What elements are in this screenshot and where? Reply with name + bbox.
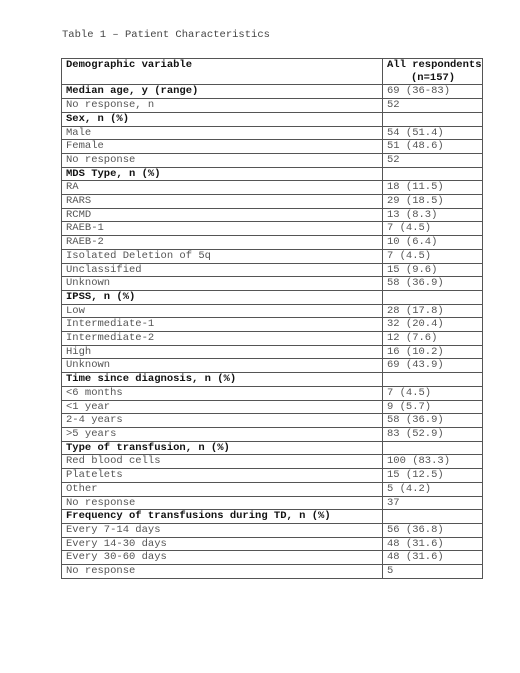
table-row [62,153,483,167]
table-section-row [62,290,483,304]
row-value: 12 (7.6) [383,332,483,346]
table-row [62,195,483,209]
table-section-row [62,85,483,99]
row-label: No response [62,153,383,167]
row-value: 15 (12.5) [383,469,483,483]
table-section-row [62,510,483,524]
table-section-row [62,167,483,181]
row-value [383,290,483,304]
table-row [62,482,483,496]
row-value: 56 (36.8) [383,523,483,537]
table-row [62,386,483,400]
table-row [62,469,483,483]
row-value: 37 [383,496,483,510]
table-caption: Table 1 – Patient Characteristics [62,29,270,41]
row-value: 52 [383,153,483,167]
row-value: 7 (4.5) [383,249,483,263]
row-label: High [62,345,383,359]
table-row [62,565,483,579]
row-label: Female [62,140,383,154]
table-row [62,345,483,359]
section-label: Type of transfusion, n (%) [62,441,383,455]
row-value: 5 [383,565,483,579]
row-value: 54 (51.4) [383,126,483,140]
row-label: Platelets [62,469,383,483]
row-value: 10 (6.4) [383,236,483,250]
row-value: 15 (9.6) [383,263,483,277]
row-label: Unclassified [62,263,383,277]
row-label: Unknown [62,359,383,373]
table-row [62,277,483,291]
section-label: Sex, n (%) [62,112,383,126]
table-row [62,414,483,428]
table-row [62,537,483,551]
row-label: RARS [62,195,383,209]
table-row [62,222,483,236]
section-label: Frequency of transfusions during TD, n (%) [62,510,383,524]
row-value: 100 (83.3) [383,455,483,469]
row-value: 5 (4.2) [383,482,483,496]
header-demographic-variable: Demographic variable [62,59,383,85]
table-row [62,263,483,277]
row-value: 48 (31.6) [383,537,483,551]
table-section-row [62,373,483,387]
header-respondents-n: (n=157) [411,71,456,84]
table-header-row [62,59,483,85]
table-row [62,359,483,373]
table-row [62,496,483,510]
table-row [62,249,483,263]
row-value: 18 (11.5) [383,181,483,195]
row-value: 83 (52.9) [383,427,483,441]
row-value [383,373,483,387]
table-row [62,236,483,250]
row-value [383,441,483,455]
row-label: Isolated Deletion of 5q [62,249,383,263]
row-value: 28 (17.8) [383,304,483,318]
table-row [62,427,483,441]
table-body [62,85,483,578]
section-label: MDS Type, n (%) [62,167,383,181]
row-label: RAEB-1 [62,222,383,236]
section-label: IPSS, n (%) [62,290,383,304]
row-value: 32 (20.4) [383,318,483,332]
row-label: RA [62,181,383,195]
row-value: 58 (36.9) [383,414,483,428]
table-row [62,523,483,537]
row-label: No response [62,496,383,510]
row-label: No response [62,565,383,579]
row-label: Male [62,126,383,140]
table-row [62,455,483,469]
row-label: Intermediate-2 [62,332,383,346]
row-label: Every 7-14 days [62,523,383,537]
row-value: 16 (10.2) [383,345,483,359]
row-label: No response, n [62,99,383,113]
row-label: Intermediate-1 [62,318,383,332]
row-value: 69 (43.9) [383,359,483,373]
table-row [62,318,483,332]
row-label: Red blood cells [62,455,383,469]
row-value: 48 (31.6) [383,551,483,565]
table-row [62,304,483,318]
section-label: Time since diagnosis, n (%) [62,373,383,387]
row-value: 51 (48.6) [383,140,483,154]
table-section-row [62,441,483,455]
section-label: Median age, y (range) [62,85,383,99]
row-value: 7 (4.5) [383,386,483,400]
row-value: 69 (36-83) [383,85,483,99]
table-section-row [62,112,483,126]
table-row [62,332,483,346]
row-label: Unknown [62,277,383,291]
row-label: 2-4 years [62,414,383,428]
row-label: RCMD [62,208,383,222]
table-row [62,126,483,140]
row-value [383,167,483,181]
row-value [383,510,483,524]
row-label: >5 years [62,427,383,441]
patient-characteristics-table [61,58,483,579]
row-label: Every 30-60 days [62,551,383,565]
row-value: 13 (8.3) [383,208,483,222]
row-value: 52 [383,99,483,113]
row-label: Low [62,304,383,318]
row-value: 58 (36.9) [383,277,483,291]
row-label: <1 year [62,400,383,414]
row-value [383,112,483,126]
row-value: 29 (18.5) [383,195,483,209]
row-value: 9 (5.7) [383,400,483,414]
row-label: Other [62,482,383,496]
header-respondents-line1: All respondents [387,59,482,71]
row-value: 7 (4.5) [383,222,483,236]
row-label: RAEB-2 [62,236,383,250]
table-row [62,99,483,113]
table-row [62,140,483,154]
table-row [62,551,483,565]
table-row [62,181,483,195]
row-label: Every 14-30 days [62,537,383,551]
table-row [62,208,483,222]
table-row [62,400,483,414]
row-label: <6 months [62,386,383,400]
header-all-respondents [383,59,483,85]
